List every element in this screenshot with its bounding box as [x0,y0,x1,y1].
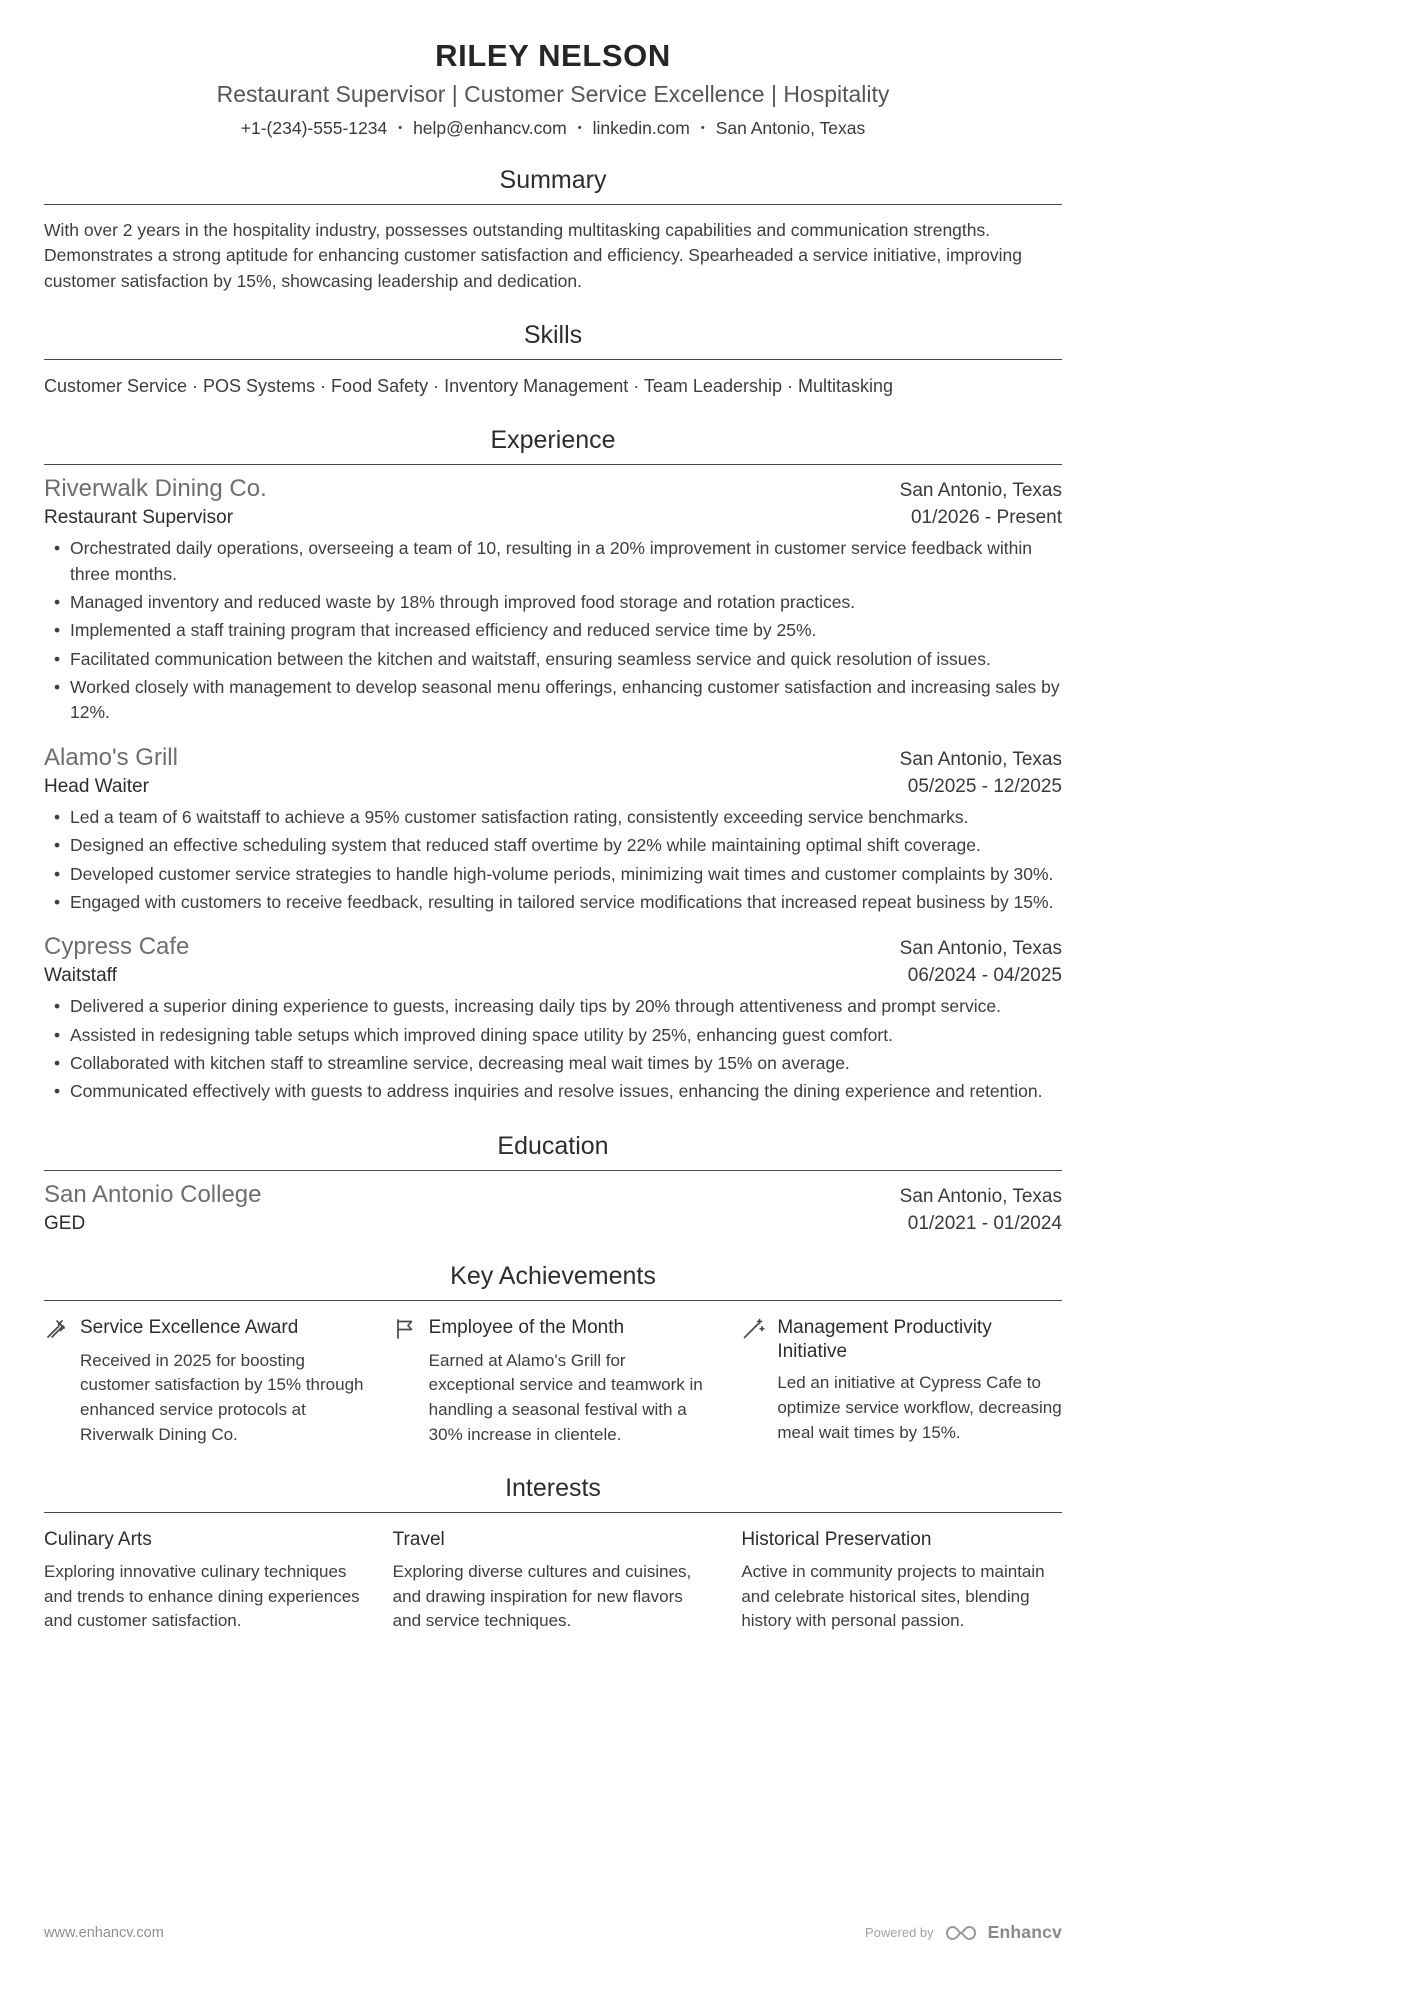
bullet-item: • Led a team of 6 waitstaff to achieve a 95% customer satisfaction rating, consistently exceeding service benchmarks. [44,805,1062,830]
entry-dates: 01/2026 - Present [910,507,1062,529]
achievement-text: Led an initiative at Cypress Cafe to optimize service workflow, decreasing meal wait times by 15%. [777,1373,1062,1442]
bullet-list [44,805,1062,916]
section-education [44,1132,1062,1235]
section-interests [44,1474,1062,1634]
interest-text: Active in community projects to maintain and celebrate historical sites, blending history with personal passion. [741,1562,1045,1631]
school-name: San Antonio College [44,1180,262,1208]
interest-card [741,1528,1062,1634]
experience-section-title: Experience [44,426,1062,465]
section-summary [44,166,1062,294]
entry-location: San Antonio, Texas [899,480,1062,502]
bullet-item: • Delivered a superior dining experience to guests, increasing daily tips by 20% through attentiveness and prompt service. [44,994,1062,1019]
education-section-title: Education [44,1132,1062,1171]
bullet-item: • Developed customer service strategies to handle high-volume periods, minimizing wait times and customer complaints by 30%. [44,862,1062,887]
header [44,0,1062,139]
brand-name: Enhancv [987,1922,1062,1942]
entry-location: San Antonio, Texas [899,748,1062,770]
bullet-item: • Implemented a staff training program that increased efficiency and reduced service time by 25%. [44,618,1062,643]
achievement-text: Earned at Alamo's Grill for exceptional service and teamwork in handling a seasonal festival with a 30% increase in clientele. [428,1350,703,1444]
degree: GED [44,1212,86,1234]
entry-dates: 05/2025 - 12/2025 [907,775,1062,797]
achievement-title: Employee of the Month [428,1316,625,1338]
candidate-headline: Restaurant Supervisor | Customer Service Excellence | Hospitality [216,81,890,107]
company-name: Riverwalk Dining Co. [44,475,267,503]
email-link[interactable]: help@enhancv.com [413,118,567,138]
linkedin-link[interactable]: linkedin.com [592,118,690,138]
infinity-logo-icon [943,1923,979,1943]
bullet-item: • Managed inventory and reduced waste by 18% through improved food storage and rotation practices. [44,590,1062,615]
achievements-section-title: Key Achievements [44,1262,1062,1301]
achievement-card [44,1316,365,1448]
achievement-text: Received in 2025 for boosting customer satisfaction by 15% through enhanced service protocols at Riverwalk Dining Co. [80,1350,364,1444]
contact-bar [44,118,1062,139]
experience-entry [44,744,1062,916]
interest-card [393,1528,714,1634]
skills-section-title: Skills [44,321,1062,360]
location-text: San Antonio, Texas [715,118,866,138]
interest-text: Exploring diverse cultures and cuisines, and drawing inspiration for new flavors and service techniques. [392,1562,692,1631]
bullet-list [44,536,1062,726]
interest-title: Historical Preservation [741,1529,932,1551]
section-experience [44,426,1062,1105]
phone-link[interactable]: +1-(234)-555-1234 [240,118,388,138]
interest-title: Travel [392,1529,445,1551]
footer [44,1922,1062,1943]
summary-text: With over 2 years in the hospitality industry, possesses outstanding multitasking capabilities and communication strengths. Demonstrates a strong aptitude for enhancing customer satisfaction and efficiency. Spearheaded a service initiative, improving customer satisfaction by 15%, showcasing leadership and dedication. [44,220,1022,291]
job-title: Waitstaff [44,965,117,987]
interest-title: Culinary Arts [44,1529,152,1551]
achievement-card [393,1316,714,1448]
dot-separator-icon: • [700,122,705,134]
achievement-title: Management Productivity Initiative [777,1316,992,1362]
section-achievements [44,1262,1062,1448]
experience-entry [44,933,1062,1105]
skills-list: Customer Service · POS Systems · Food Safety · Inventory Management · Team Leadership · Multitasking [44,376,894,397]
candidate-name: RILEY NELSON [435,38,671,73]
dot-separator-icon: • [398,122,403,134]
bullet-item: • Facilitated communication between the kitchen and waitstaff, ensuring seamless service and quick resolution of issues. [44,647,1062,672]
interest-text: Exploring innovative culinary techniques and trends to enhance dining experiences and customer satisfaction. [44,1562,360,1631]
achievement-title: Service Excellence Award [80,1316,299,1338]
entry-dates: 01/2021 - 01/2024 [907,1212,1062,1234]
flag-icon [393,1317,417,1341]
bullet-list [44,994,1062,1105]
interests-section-title: Interests [44,1474,1062,1513]
bullet-item: • Assisted in redesigning table setups which improved dining space utility by 25%, enhancing guest comfort. [44,1023,1062,1048]
entry-location: San Antonio, Texas [899,938,1062,960]
company-name: Alamo's Grill [44,743,178,771]
enhancv-brand[interactable] [865,1922,1062,1943]
summary-section-title: Summary [44,166,1062,205]
bullet-item: • Communicated effectively with guests to address inquiries and resolve issues, enhancing the dining experience and retention. [44,1079,1062,1104]
dot-separator-icon: • [577,122,582,134]
job-title: Restaurant Supervisor [44,507,234,529]
experience-entry [44,475,1062,726]
footer-website-link[interactable]: www.enhancv.com [44,1924,164,1941]
entry-location: San Antonio, Texas [899,1185,1062,1207]
bullet-item: • Engaged with customers to receive feedback, resulting in tailored service modifications that increased repeat business by 15%. [44,890,1062,915]
bullet-item: • Worked closely with management to develop seasonal menu offerings, enhancing customer satisfaction and increasing sales by 12%. [44,675,1062,726]
bullet-item: • Collaborated with kitchen staff to streamline service, decreasing meal wait times by 15% on average. [44,1051,1062,1076]
entry-dates: 06/2024 - 04/2025 [907,965,1062,987]
company-name: Cypress Cafe [44,933,190,961]
education-entry [44,1181,1062,1235]
bullet-item: • Orchestrated daily operations, overseeing a team of 10, resulting in a 20% improvement in customer service feedback within three months. [44,536,1062,587]
powered-by-label: Powered by [865,1925,934,1940]
interest-card [44,1528,365,1634]
section-skills [44,321,1062,399]
job-title: Head Waiter [44,775,149,797]
achievement-card [741,1316,1062,1448]
tools-icon [44,1317,68,1341]
bullet-item: • Designed an effective scheduling system that reduced staff overtime by 22% while maintaining optimal shift coverage. [44,833,1062,858]
wand-icon [741,1317,765,1341]
resume-page [44,0,1062,1634]
